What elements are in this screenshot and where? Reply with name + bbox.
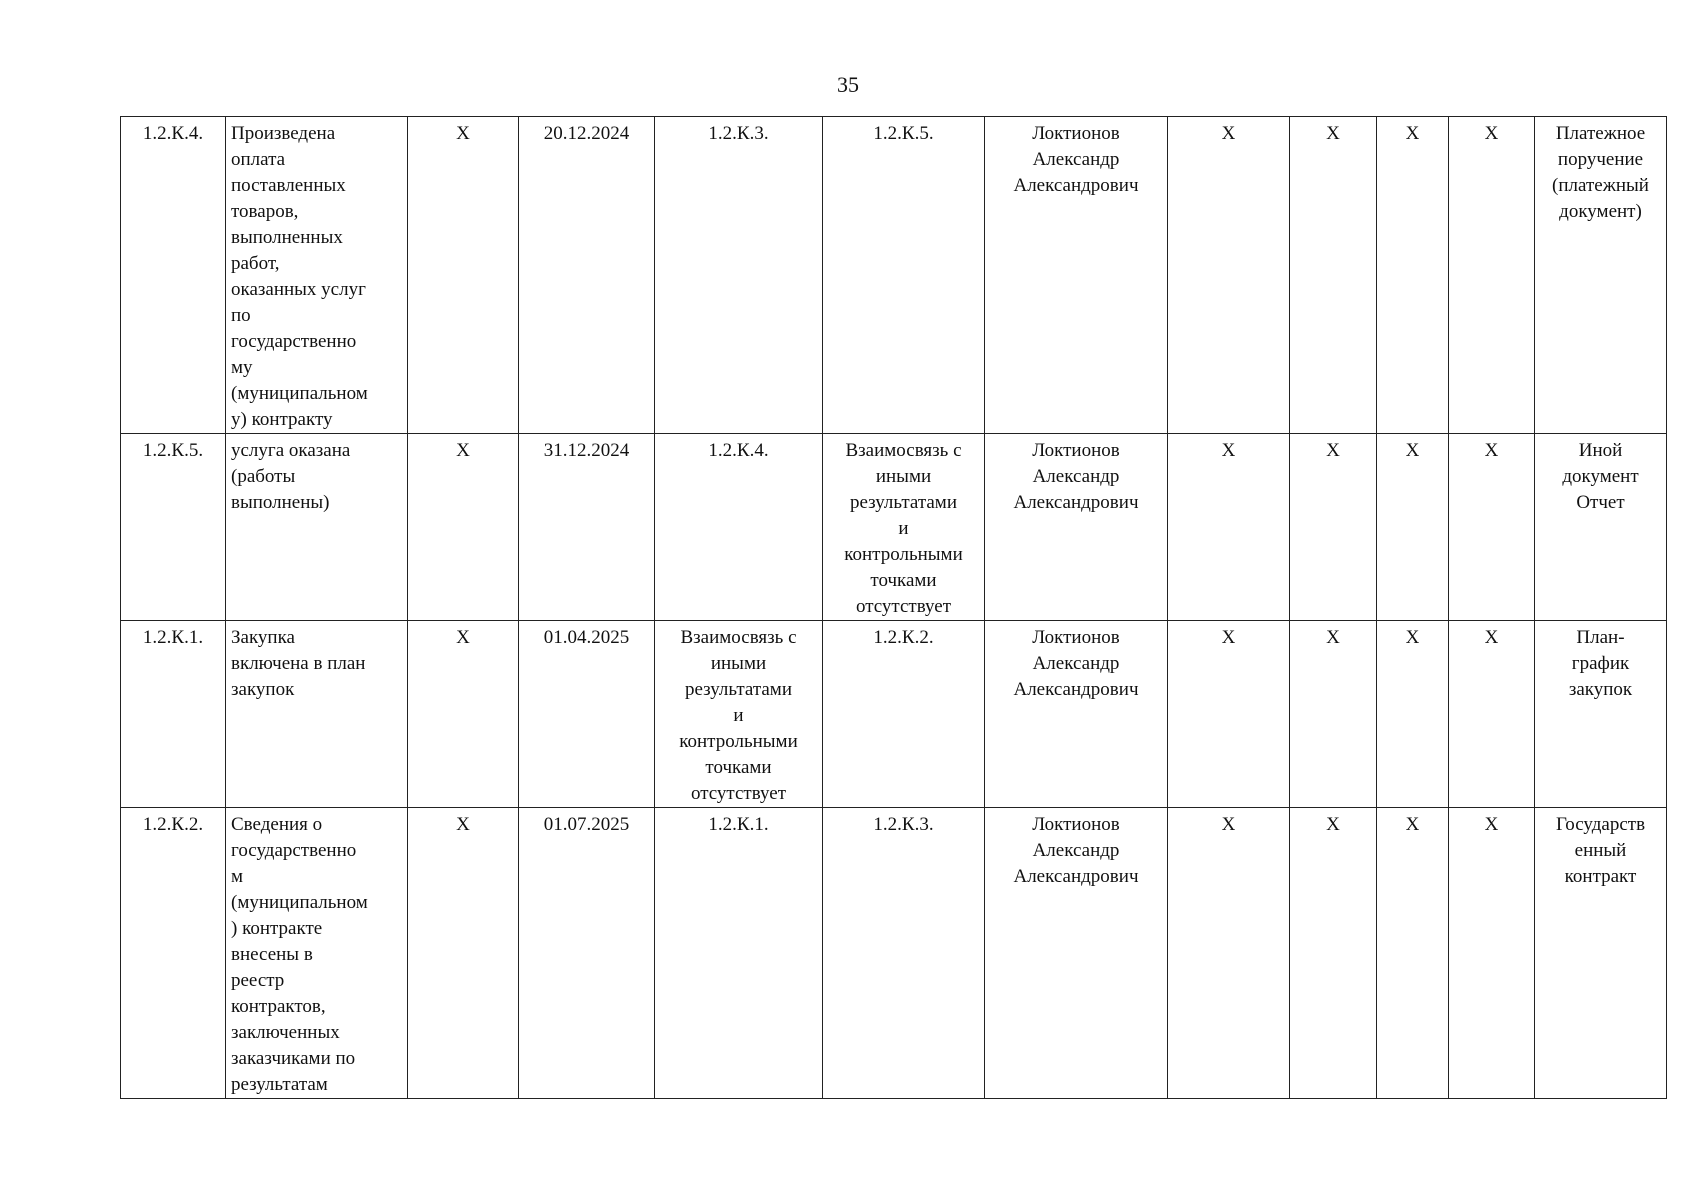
row-id: 1.2.К.5. xyxy=(121,434,226,621)
row-responsible: Локтионов Александр Александрович xyxy=(985,117,1168,434)
row-mark: X xyxy=(408,434,519,621)
row-mark: X xyxy=(1290,808,1377,1099)
row-title: Сведения о государственно м (муниципальном ) контракте внесены в реестр контрактов, заключенных заказчиками по результатам xyxy=(226,808,408,1099)
row-predecessor: Взаимосвязь с иными результатами и контрольными точками отсутствует xyxy=(655,621,823,808)
row-responsible: Локтионов Александр Александрович xyxy=(985,621,1168,808)
row-responsible: Локтионов Александр Александрович xyxy=(985,434,1168,621)
row-successor: 1.2.К.5. xyxy=(823,117,985,434)
table-row xyxy=(121,434,1667,621)
row-mark: X xyxy=(408,808,519,1099)
row-title: Закупка включена в план закупок xyxy=(226,621,408,808)
row-mark: X xyxy=(1377,621,1449,808)
row-mark: X xyxy=(1449,808,1535,1099)
row-mark: X xyxy=(408,117,519,434)
row-mark: X xyxy=(1449,117,1535,434)
row-mark: X xyxy=(408,621,519,808)
row-date: 01.04.2025 xyxy=(519,621,655,808)
row-successor: 1.2.К.2. xyxy=(823,621,985,808)
row-title: услуга оказана (работы выполнены) xyxy=(226,434,408,621)
row-predecessor: 1.2.К.1. xyxy=(655,808,823,1099)
row-document: Иной документ Отчет xyxy=(1535,434,1667,621)
row-title: Произведена оплата поставленных товаров, выполненных работ, оказанных услуг по государственно му (муниципальном у) контракту xyxy=(226,117,408,434)
row-mark: X xyxy=(1168,808,1290,1099)
row-successor: Взаимосвязь с иными результатами и контрольными точками отсутствует xyxy=(823,434,985,621)
row-responsible: Локтионов Александр Александрович xyxy=(985,808,1168,1099)
table-row xyxy=(121,117,1667,434)
table-row xyxy=(121,621,1667,808)
row-id: 1.2.К.1. xyxy=(121,621,226,808)
row-mark: X xyxy=(1168,621,1290,808)
row-mark: X xyxy=(1377,808,1449,1099)
row-date: 01.07.2025 xyxy=(519,808,655,1099)
row-document: Платежное поручение (платежный документ) xyxy=(1535,117,1667,434)
row-mark: X xyxy=(1377,434,1449,621)
control-points-table xyxy=(120,116,1667,1099)
row-mark: X xyxy=(1290,434,1377,621)
row-id: 1.2.К.4. xyxy=(121,117,226,434)
row-mark: X xyxy=(1290,621,1377,808)
row-mark: X xyxy=(1449,621,1535,808)
row-id: 1.2.К.2. xyxy=(121,808,226,1099)
page-number: 35 xyxy=(837,72,859,97)
row-date: 31.12.2024 xyxy=(519,434,655,621)
row-date: 20.12.2024 xyxy=(519,117,655,434)
table-row xyxy=(121,808,1667,1099)
row-successor: 1.2.К.3. xyxy=(823,808,985,1099)
row-mark: X xyxy=(1290,117,1377,434)
row-document: Государств енный контракт xyxy=(1535,808,1667,1099)
row-predecessor: 1.2.К.4. xyxy=(655,434,823,621)
row-predecessor: 1.2.К.3. xyxy=(655,117,823,434)
row-mark: X xyxy=(1168,117,1290,434)
row-document: План- график закупок xyxy=(1535,621,1667,808)
row-mark: X xyxy=(1377,117,1449,434)
row-mark: X xyxy=(1168,434,1290,621)
row-mark: X xyxy=(1449,434,1535,621)
